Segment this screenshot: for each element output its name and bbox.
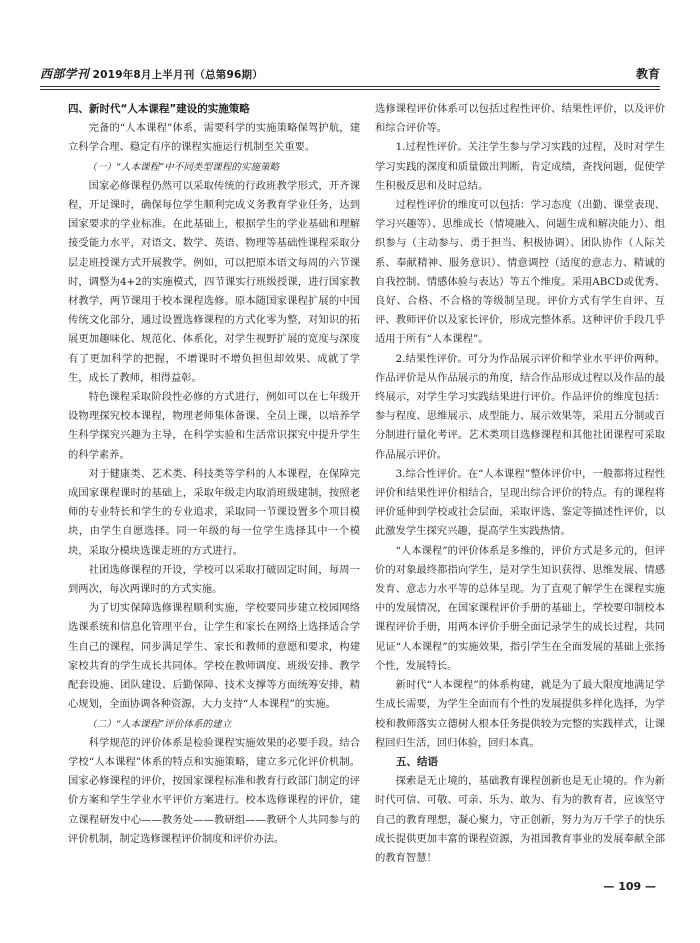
paragraph: 国家必修课程仍然可以采取传统的行政班教学形式，开齐课程，开足课时，确保每位学生顺利完成义务教育学业任务，达到国家要求的学业标准。在此基础上，根据学生的学业基础和理解接受能力水平，对语文、数学、英语、物理等基础性课程采取分层走班授课方式开展教学。例如，可以把原本语文每周的六节课时，调整为4+2的实施模式，四节课实行班级授课，进行国家教材教学，两节课用于校本课程选修。原本随国家课程扩展的中国传统文化部分，通过设置选修课程的方式化零为整，对知识的拓展更加趣味化、规范化、体系化，对学生视野扩展的宽度与深度有了更加科学的把握，不增课时不增负担但却效果、成就了学生，成长了教师，相得益彰。 <box>68 179 360 384</box>
paragraph: 2.结果性评价。可分为作品展示评价和学业水平评价两种。作品评价是从作品展示的角度，结合作品形成过程以及作品的最终展示，对学生学习实践结果进行评价。作品评价的维度包括：参与程度、思维展示、成型能力、展示效果等，采用五分制或百分制进行量化考评。艺术类项目选修课程和其他社团课程可采取作品展示评价。 <box>375 352 665 461</box>
paragraph: 社团选修课程的开设，学校可以采取打破固定时间，每周一到两次，每次两课时的方式实施。 <box>68 563 360 596</box>
right-column <box>375 100 665 868</box>
paragraph: 过程性评价的维度可以包括：学习态度（出勤、课堂表现、学习兴趣等）、思维成长（情境融入、问题生成和解决能力）、组织参与（主动参与、勇于担当、积极协调）、团队协作（人际关系、奉献精神、服务意识）、情意调控（适度的意志力、精诚的自我控制、情感体验与表达）等五个维度。采用ABCD或优秀、良好、合格、不合格的等级制呈现。评价方式有学生自评、互评、教师评价以及家长评价，形成完整体系。这种评价手段几乎适用于所有“人本课程”。 <box>375 199 665 346</box>
section-heading: 五、结语 <box>396 755 438 768</box>
paragraph: 对于健康类、艺术类、科技类等学科的人本课程，在保障完成国家课程课时的基础上，采取年级走内取消班级建制，按照老师的专业特长和学生的专业追求，采取同一节课设置多个项目模块，由学生自愿选择。同一年级的每一位学生选择其中一个模块，采取分模块选课走班的方式进行。 <box>68 467 360 557</box>
paragraph: 1.过程性评价。关注学生参与学习实践的过程，及时对学生学习实践的深度和质量做出判断，肯定成绩，查找问题，促使学生积极反思和及时总结。 <box>375 141 665 192</box>
journal-info <box>40 65 263 82</box>
journal-issue: 2019年8月上半月刊（总第96期） <box>92 69 263 81</box>
paragraph: 为了切实保障选修课程顺利实施，学校要同步建立校园网络选课系统和信息化管理平台，让学生和家长在网络上选择适合学生自己的课程，同步满足学生、家长和教师的意愿和要求，构建家校共育的学生成长共同体。学校在教师调度、班级安排、教学配套设施、团队建设、后勤保障、技术支撑等方面统筹安排，精心规划，全面协调各种资源，大力支持“人本课程”的实施。 <box>68 602 360 711</box>
left-column <box>68 100 360 849</box>
paragraph: 完备的“人本课程”体系，需要科学的实施策略保驾护航，建立科学合理、稳定有序的课程实施运行机制至关重要。 <box>68 122 360 154</box>
subsection-heading: （二）“人本课程”评价体系的建立 <box>87 718 232 730</box>
page-number: — 109 — <box>603 880 656 893</box>
running-header <box>40 58 660 82</box>
paragraph: 特色课程采取阶段性必修的方式进行，例如可以在七年级开设物理探究校本课程，物理老师集体备课、全员上课，以培养学生科学探究兴趣为主导，在科学实验和生活常识探究中提升学生的科学素养。 <box>68 391 360 461</box>
paragraph: 科学规范的评价体系是检验课程实施效果的必要手段。结合学校“人本课程”体系的特点和实施策略，建立多元化评价机制。国家必修课程的评价，按国家课程标准和教育行政部门制定的评价方案和学生学业水平评价方案进行。校本选修课程的评价，建立课程研发中心——教务处——教研组——教研个人共同参与的评价机制，制定选修课程评价制度和评价办法。 <box>68 736 360 845</box>
paragraph: 新时代“人本课程”的体系构建，就是为了最大限度地满足学生成长需要，为学生全面而有个性的发展提供多样化选择，为学校和教师落实立德树人根本任务提供较为完整的实践样式，让课程回归生活，回归体验，回归本真。 <box>375 679 665 749</box>
header-rule-secondary <box>40 89 660 90</box>
paragraph: 选修课程评价体系可以包括过程性评价、结果性评价，以及评价和综合评价等。 <box>375 103 665 135</box>
journal-logo: 西部学刊 <box>40 67 89 81</box>
section-heading: 四、新时代“人本课程”建设的实施策略 <box>68 103 250 115</box>
header-rule <box>40 86 660 87</box>
paragraph: 3.综合性评价。在“人本课程”整体评价中，一般都将过程性评价和结果性评价相结合，呈现出综合评价的特点。有的课程将评价延伸到学校或社会层面，采取评选、鉴定等描述性评价，以此激发学生探究兴趣，提高学生实践热情。 <box>375 467 665 538</box>
paragraph: “人本课程”的评价体系是多维的，评价方式是多元的，但评价的对象最终都指向学生，是对学生知识获得、思维发展、情感发育、意志力水平等的总体呈现。为了直观了解学生在课程实施中的发展情况，在国家课程评价手册的基础上，学校要印制校本课程评价手册，用两本评价手册全面记录学生的成长过程，共同见证“人本课程”的实施效果，指引学生在全面发展的基础上张扬个性，发展特长。 <box>375 544 665 672</box>
subsection-heading: （一）“人本课程”中不同类型课程的实施策略 <box>87 161 280 173</box>
paragraph: 探索是无止境的，基础教育课程创新也是无止境的。作为新时代可信、可敬、可亲、乐为、敢为、有为的教育者，应该坚守自己的教育理想，凝心聚力，守正创新，努力为万千学子的快乐成长提供更加丰富的课程资源，为祖国教育事业的发展奉献全部的教育智慧！ <box>375 775 665 864</box>
section-tag: 教育 <box>635 67 660 81</box>
